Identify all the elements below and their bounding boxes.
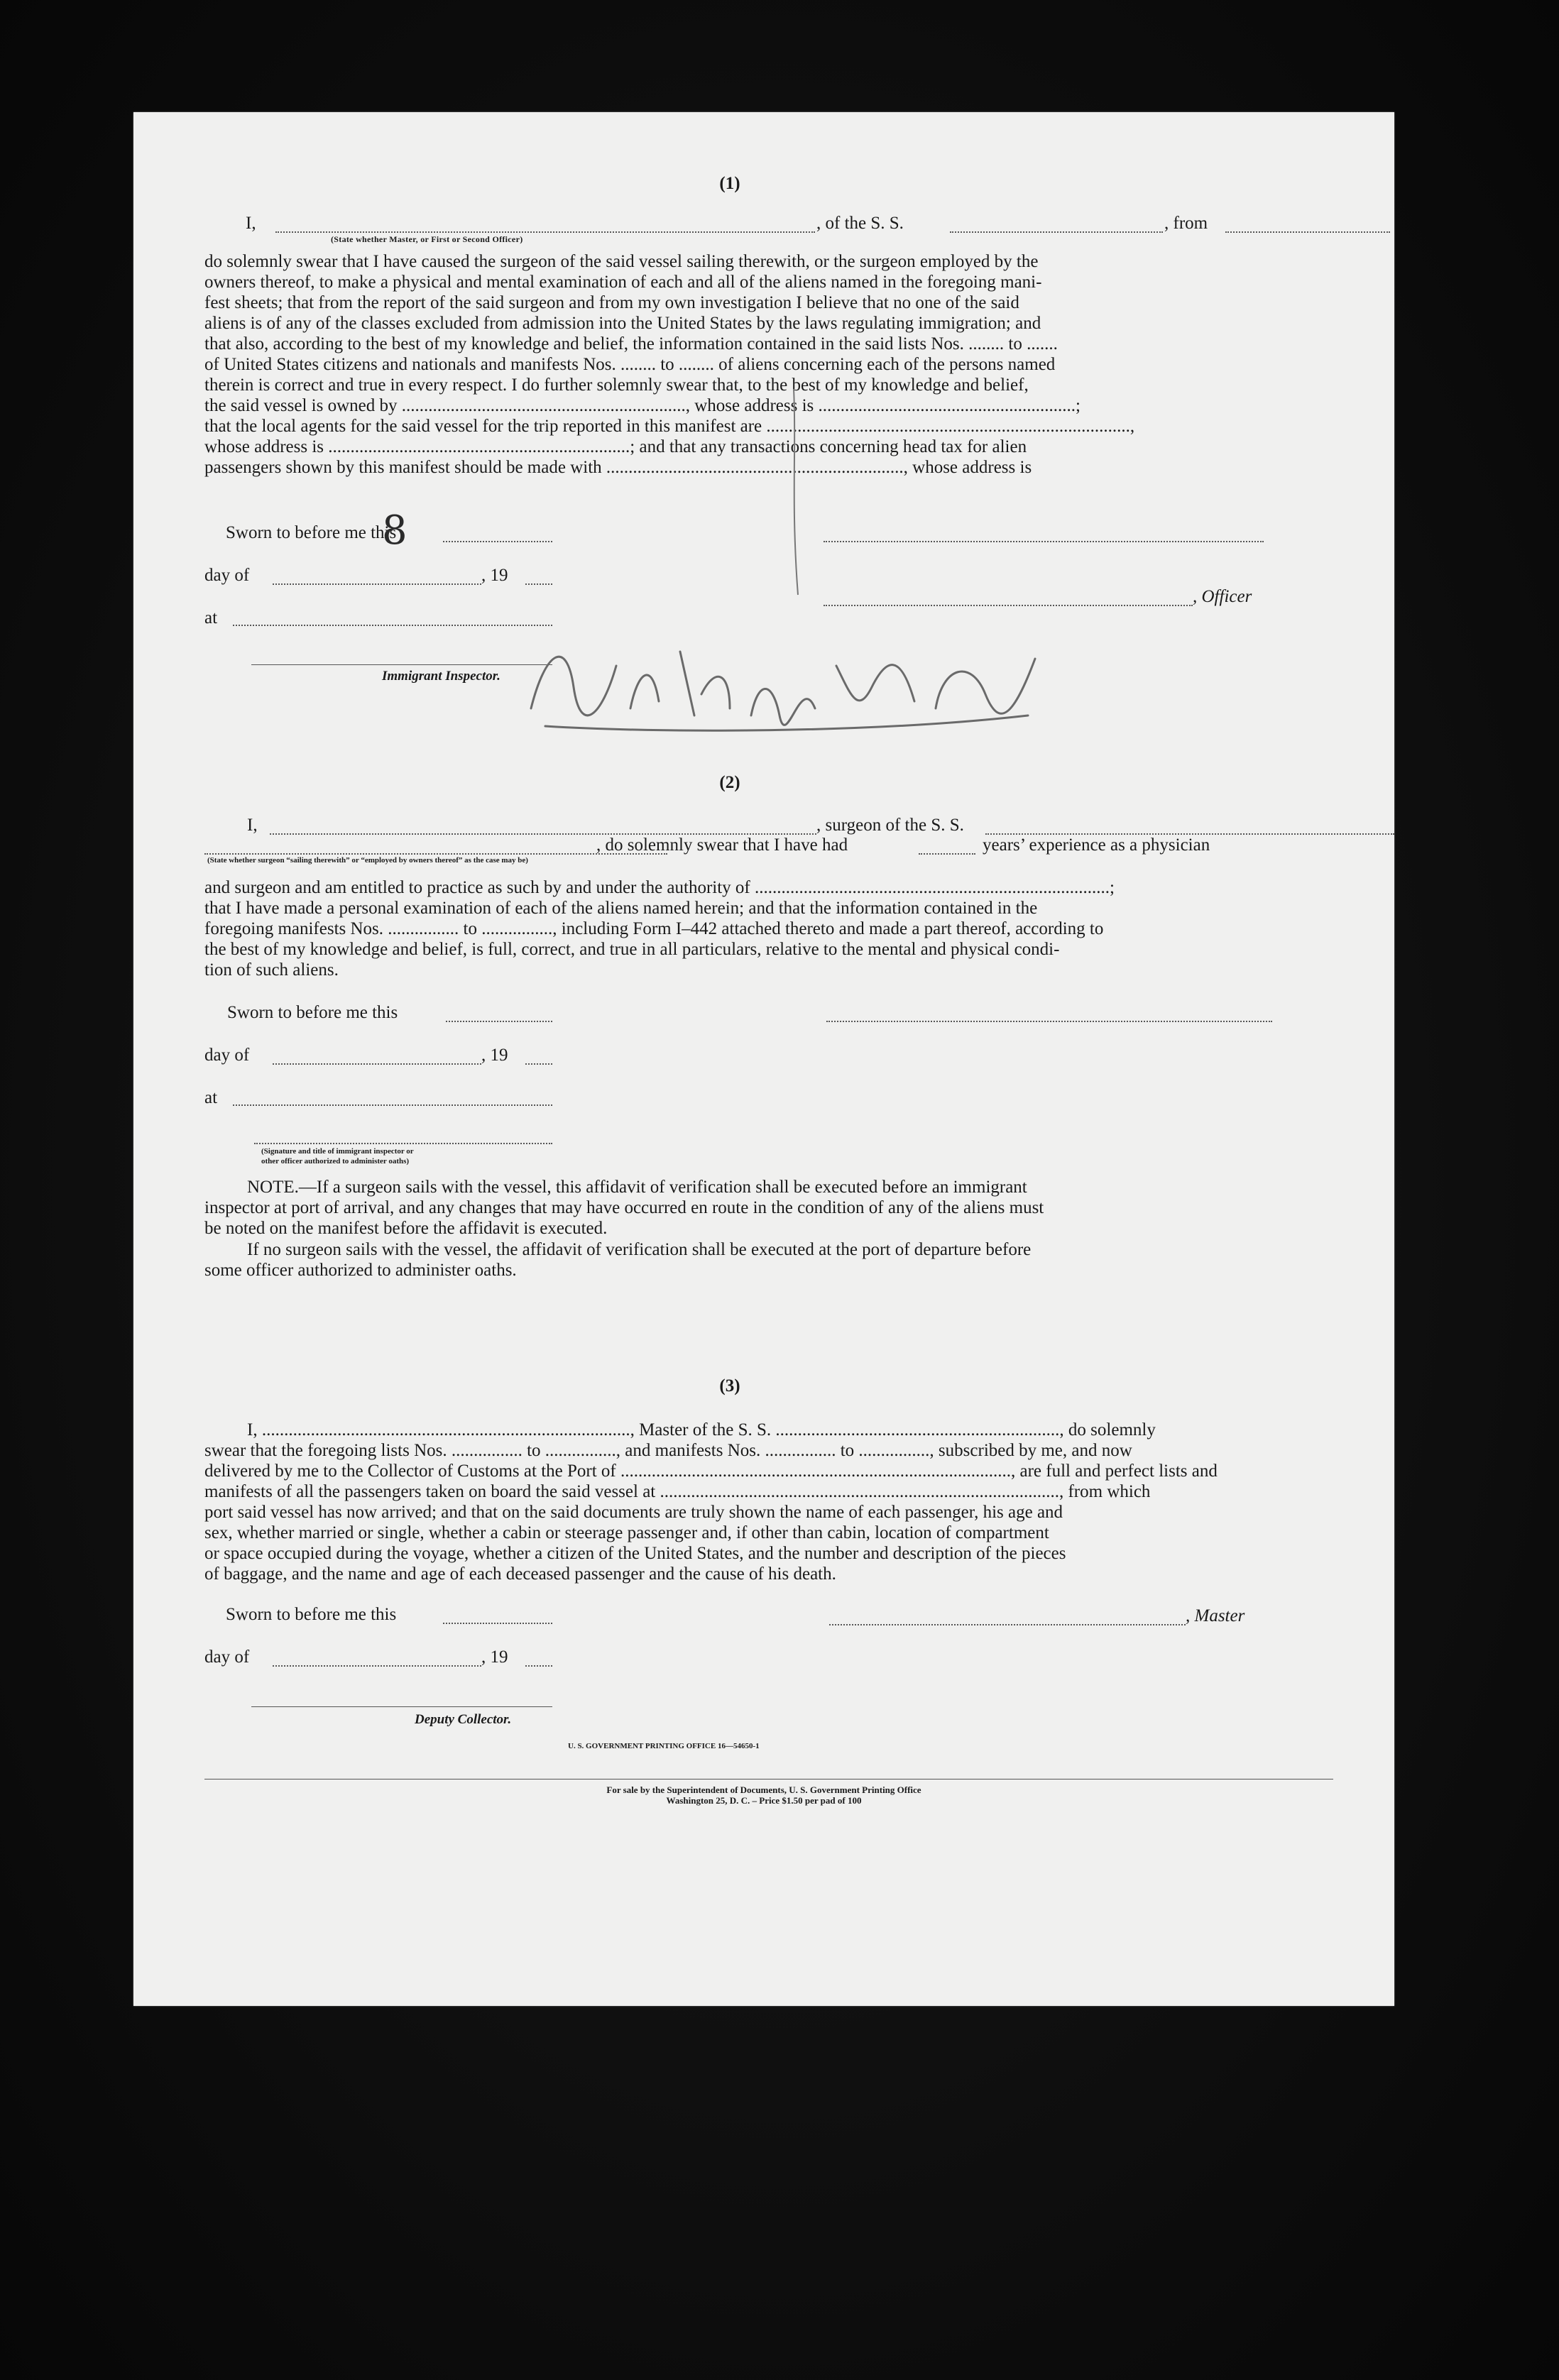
day-of-label-2: day of bbox=[204, 1046, 250, 1065]
section-3-line: delivered by me to the Collector of Customs at the Port of ........................................................................................, are full and perfect lists and bbox=[204, 1462, 1218, 1481]
note-line: NOTE.—If a surgeon sails with the vessel, this affidavit of verification shall be executed before an immigrant bbox=[247, 1178, 1027, 1197]
day-of-blank-3[interactable] bbox=[273, 1665, 481, 1667]
officer-label: , Officer bbox=[1193, 587, 1252, 606]
sale-notice-line-1: For sale by the Superintendent of Documents, U. S. Government Printing Office bbox=[606, 1784, 921, 1795]
section-2-line: that I have made a personal examination of each of the aliens named herein; and that the information contained in the bbox=[204, 899, 1038, 918]
day-of-blank-2[interactable] bbox=[273, 1063, 481, 1065]
sworn-date-blank-3[interactable] bbox=[443, 1623, 552, 1624]
sworn-label-2: Sworn to before me this bbox=[227, 1003, 398, 1022]
day-of-label-1: day of bbox=[204, 566, 250, 585]
sworn-label-3: Sworn to before me this bbox=[226, 1605, 397, 1624]
of-ss-label: , of the S. S. bbox=[816, 214, 904, 233]
officer-rank-note: (State whether Master, or First or Second Officer) bbox=[331, 234, 523, 244]
manifest-affidavit-page bbox=[133, 112, 1394, 2006]
section-1-line: do solemnly swear that I have caused the surgeon of the said vessel sailing therewith, or the surgeon employed by the bbox=[204, 252, 1039, 271]
years-experience-blank[interactable] bbox=[919, 853, 975, 855]
sworn-label-1: Sworn to before me this bbox=[226, 523, 397, 542]
section-1-line: of United States citizens and nationals and manifests Nos. ........ to ........ of aliens concerning each of the persons named bbox=[204, 355, 1056, 374]
from-port-blank[interactable] bbox=[1225, 231, 1390, 233]
section-1-line: passengers shown by this manifest should be made with ..................................................................., whose address is bbox=[204, 458, 1032, 477]
section-1-line: whose address is ....................................................................; and that any transactions concerning head tax for alien bbox=[204, 437, 1027, 456]
section-3-line: swear that the foregoing lists Nos. ................ to ................, and manifests Nos. ................ to ................, subscribed by me, and now bbox=[204, 1441, 1132, 1460]
vertical-ink-stroke bbox=[772, 389, 815, 602]
section-3-line: sex, whether married or single, whether a cabin or steerage passenger and, if other than cabin, location of compartment bbox=[204, 1523, 1049, 1542]
section-2-line: foregoing manifests Nos. ................ to ................, including Form I–442 attached thereto and made a part thereof, according to bbox=[204, 919, 1104, 938]
year-blank-2[interactable] bbox=[525, 1063, 552, 1065]
section-1-line: owners thereof, to make a physical and mental examination of each and all of the aliens named in the foregoing mani- bbox=[204, 273, 1042, 292]
swear-had-label: , do solemnly swear that I have had bbox=[596, 835, 848, 855]
section-1-intro: I, bbox=[246, 214, 256, 233]
officer-title-blank[interactable] bbox=[824, 605, 1193, 606]
section-1-line: that the local agents for the said vessel for the trip reported in this manifest are .................................................................................., bbox=[204, 417, 1135, 436]
section-2-line: tion of such aliens. bbox=[204, 960, 339, 980]
surgeon-signature-blank[interactable] bbox=[826, 1021, 1272, 1022]
note-line: inspector at port of arrival, and any changes that may have occurred en route in the condition of any of the aliens must bbox=[204, 1198, 1044, 1217]
section-3-line: I, ..................................................................................., Master of the S. S. ................................................................, do solemnly bbox=[247, 1420, 1156, 1439]
authorized-officer-signature-blank[interactable] bbox=[254, 1143, 552, 1144]
section-2-line: and surgeon and am entitled to practice as such by and under the authority of ................................................................................; bbox=[204, 878, 1115, 897]
deputy-collector-signature-line[interactable] bbox=[251, 1706, 552, 1707]
section-2-number: (2) bbox=[719, 773, 740, 792]
section-1-line: the said vessel is owned by ................................................................, whose address is ..........................................................; bbox=[204, 396, 1081, 415]
section-1-line: aliens is of any of the classes excluded from admission into the United States by the laws regulating immigration; and bbox=[204, 314, 1041, 333]
year-label-3: , 19 bbox=[481, 1647, 508, 1667]
immigrant-inspector-label: Immigrant Inspector. bbox=[382, 669, 500, 684]
section-3-line: or space occupied during the voyage, whether a citizen of the United States, and the number and description of the pieces bbox=[204, 1544, 1066, 1563]
sworn-date-blank-2[interactable] bbox=[446, 1021, 552, 1022]
deputy-collector-label: Deputy Collector. bbox=[415, 1712, 512, 1727]
master-signature-blank[interactable] bbox=[829, 1624, 1186, 1625]
year-blank-3[interactable] bbox=[525, 1665, 552, 1667]
year-label-2: , 19 bbox=[481, 1046, 508, 1065]
section-1-number: (1) bbox=[719, 174, 740, 193]
from-label: , from bbox=[1164, 214, 1208, 233]
year-label-1: , 19 bbox=[481, 566, 508, 585]
section-1-line: that also, according to the best of my knowledge and belief, the information contained in the said lists Nos. ........ to ....... bbox=[204, 334, 1058, 353]
section-3-number: (3) bbox=[719, 1376, 740, 1395]
at-place-blank-1[interactable] bbox=[233, 625, 552, 626]
officer-signature-blank[interactable] bbox=[824, 541, 1264, 542]
section-3-line: of baggage, and the name and age of each deceased passenger and the cause of his death. bbox=[204, 1564, 836, 1584]
section-1-line: therein is correct and true in every respect. I do further solemnly swear that, to the best of my knowledge and belief, bbox=[204, 375, 1029, 395]
at-place-blank-2[interactable] bbox=[233, 1104, 552, 1106]
master-label: , Master bbox=[1186, 1606, 1245, 1625]
section-3-line: manifests of all the passengers taken on board the said vessel at .........................................................................................., from which bbox=[204, 1482, 1151, 1501]
day-of-label-3: day of bbox=[204, 1647, 250, 1667]
officer-name-blank[interactable] bbox=[275, 231, 815, 233]
surgeon-of-label: , surgeon of the S. S. bbox=[816, 816, 964, 835]
sworn-date-blank-1[interactable] bbox=[443, 541, 552, 542]
printing-office-line: U. S. GOVERNMENT PRINTING OFFICE 16—54650-1 bbox=[568, 1742, 760, 1750]
at-label-1: at bbox=[204, 608, 218, 627]
note-line: be noted on the manifest before the affidavit is executed. bbox=[204, 1219, 608, 1238]
note-line: If no surgeon sails with the vessel, the affidavit of verification shall be executed at the port of departure before bbox=[247, 1240, 1032, 1259]
section-2-intro: I, bbox=[247, 816, 258, 835]
section-1-line: fest sheets; that from the report of the said surgeon and from my own investigation I believe that no one of the said bbox=[204, 293, 1019, 312]
at-label-2: at bbox=[204, 1088, 218, 1107]
year-blank-1[interactable] bbox=[525, 583, 552, 585]
inspector-signature-line[interactable] bbox=[251, 664, 552, 665]
section-3-line: port said vessel has now arrived; and that on the said documents are truly shown the name of each passenger, his age and bbox=[204, 1503, 1063, 1522]
years-experience-label: years’ experience as a physician bbox=[983, 835, 1210, 855]
signature-note-line-2: other officer authorized to administer oaths) bbox=[261, 1157, 410, 1166]
handwritten-mark: 8 bbox=[382, 508, 407, 554]
section-2-line: the best of my knowledge and belief, is full, correct, and true in all particulars, relative to the mental and physical condi- bbox=[204, 940, 1060, 959]
surgeon-status-note: (State whether surgeon “sailing therewith” or “employed by owners thereof” as the case may be) bbox=[207, 856, 528, 865]
vessel-name-blank[interactable] bbox=[950, 231, 1163, 233]
signature-note-line-1: (Signature and title of immigrant inspector or bbox=[261, 1147, 414, 1156]
sale-notice-line-2: Washington 25, D. C. – Price $1.50 per pad of 100 bbox=[666, 1795, 862, 1806]
day-of-blank-1[interactable] bbox=[273, 583, 481, 585]
handwritten-signature-bleedthrough bbox=[517, 609, 1071, 751]
note-line: some officer authorized to administer oaths. bbox=[204, 1261, 517, 1280]
